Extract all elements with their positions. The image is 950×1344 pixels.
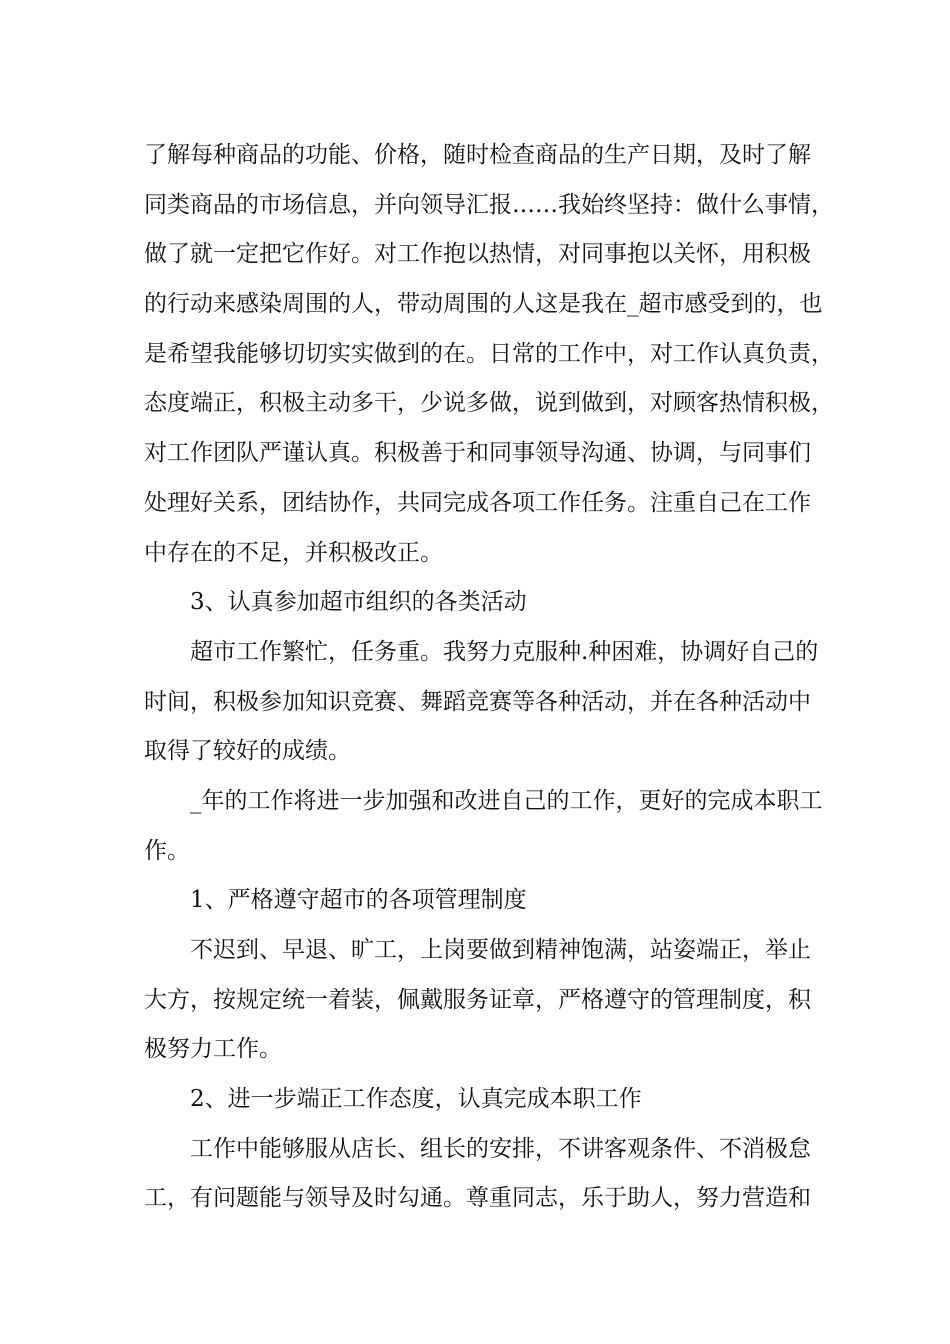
heading-line: 2、进一步端正工作态度，认真完成本职工作 — [190, 1086, 642, 1113]
section-heading-attitude — [144, 1075, 809, 1125]
paragraph-work-attitude — [144, 131, 834, 578]
section-heading-rules — [144, 876, 809, 926]
text-line: 极努力工作。 — [144, 1036, 282, 1063]
text-line: 时间，积极参加知识竞赛、舞蹈竞赛等各种活动，并在各种活动中 — [144, 688, 811, 715]
text-line: _年的工作将进一步加强和改进自己的工作，更好的完成本职工 — [190, 787, 823, 814]
text-line: 处理好关系，团结协作，共同完成各项工作任务。注重自己在工作 — [144, 489, 811, 516]
text-line: 的行动来感染周围的人，带动周围的人这是我在_超市感受到的，也 — [144, 291, 823, 318]
text-line: 态度端正，积极主动多干，少说多做，说到做到，对顾客热情积极， — [144, 390, 834, 417]
text-line: 超市工作繁忙，任务重。我努力克服种.种困难，协调好自己的 — [190, 638, 819, 665]
section-heading-activities — [144, 578, 809, 628]
text-line: 是希望我能够切切实实做到的在。日常的工作中，对工作认真负责， — [144, 340, 834, 367]
text-line: 对工作团队严谨认真。积极善于和同事领导沟通、协调，与同事们 — [144, 440, 811, 467]
text-line: 做了就一定把它作好。对工作抱以热情，对同事抱以关怀，用积极 — [144, 241, 811, 268]
heading-line: 1、严格遵守超市的各项管理制度 — [190, 887, 527, 914]
document-body — [144, 131, 834, 1224]
text-line: 取得了较好的成绩。 — [144, 738, 351, 765]
text-line: 大方，按规定统一着装，佩戴服务证章，严格遵守的管理制度，积 — [144, 986, 811, 1013]
text-line: 不迟到、早退、旷工，上岗要做到精神饱满，站姿端正，举止 — [190, 937, 811, 963]
paragraph-rules — [144, 926, 809, 1075]
text-line: 中存在的不足，并积极改正。 — [144, 539, 443, 566]
text-line: 工，有问题能与领导及时勾通。尊重同志，乐于助人，努力营造和 — [144, 1185, 811, 1212]
paragraph-cooperation — [144, 1125, 809, 1224]
heading-line: 3、认真参加超市组织的各类活动 — [190, 589, 527, 616]
text-line: 同类商品的市场信息，并向领导汇报……我始终坚持：做什么事情， — [144, 191, 834, 218]
paragraph-next-year — [144, 777, 823, 876]
text-line: 工作中能够服从店长、组长的安排，不讲客观条件、不消极怠 — [190, 1135, 811, 1162]
text-line: 了解每种商品的功能、价格，随时检查商品的生产日期，及时了解 — [144, 142, 811, 168]
text-line: 作。 — [144, 837, 190, 864]
paragraph-activities — [144, 628, 819, 777]
